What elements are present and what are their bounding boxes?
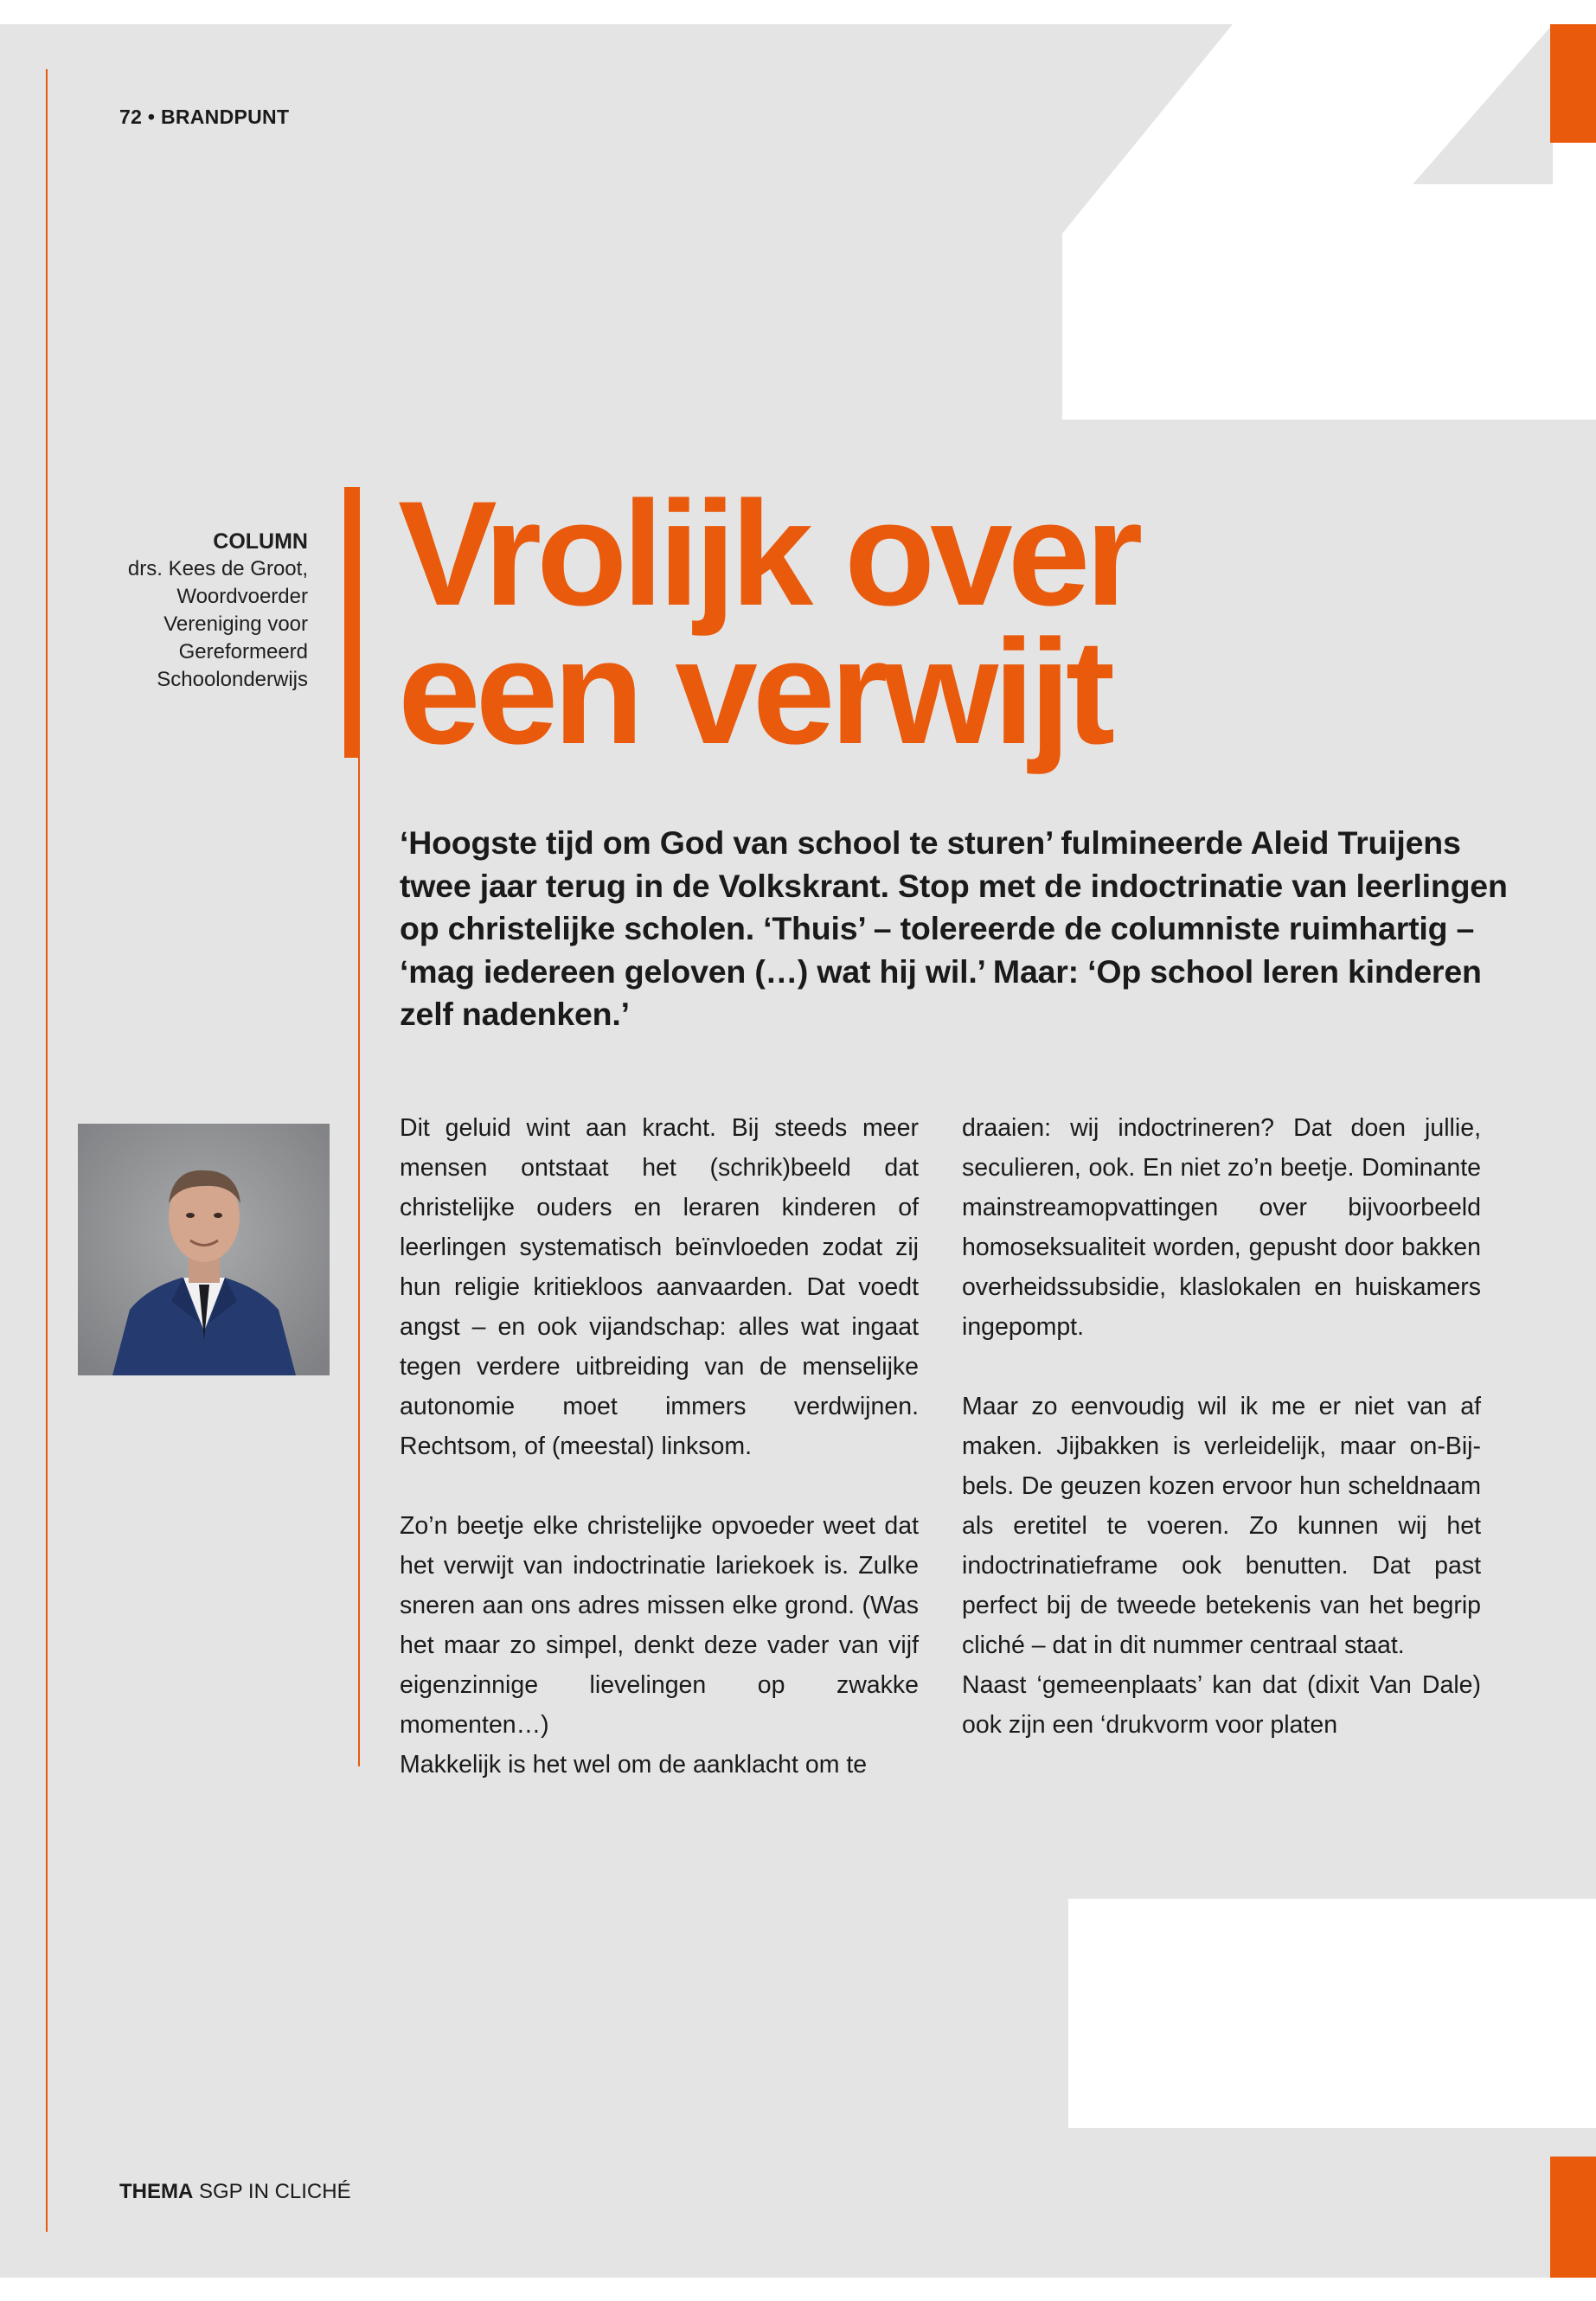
page-number: 72 (119, 106, 143, 128)
white-box-bottom (1068, 1899, 1596, 2128)
body-column-right (962, 1108, 1481, 1745)
headline (398, 471, 1263, 775)
running-header (119, 106, 289, 129)
accent-block-bottom (1550, 2157, 1596, 2278)
body-paragraph: Naast ‘gemeenplaats’ kan dat (dixit Van Dale) ook zijn een ‘drukvorm voor platen (962, 1671, 1481, 1739)
headline-accent-bar (344, 487, 360, 758)
author-line: Woordvoerder (176, 585, 308, 608)
body-column-left (400, 1108, 919, 1785)
margin-rule (46, 69, 48, 2232)
author-photo (78, 1124, 330, 1375)
corner-cutout-decoration (0, 0, 1596, 433)
thema-label: THEMA (119, 2180, 194, 2203)
column-rule (358, 758, 360, 1766)
column-label: COLUMN (213, 529, 308, 554)
headline-line-1: Vrolijk over (398, 471, 1138, 637)
byline (78, 528, 308, 694)
author-line: Vereniging voor (163, 612, 308, 636)
lead-paragraph: ‘Hoogste tijd om God van school te sturen’ fulmineerde Aleid Truijens twee jaar terug in de Volkskrant. Stop met de indoctrinatie van leerlingen op christelijke scholen. ‘Thuis’ – tolereerde de columniste ruimhartig – ‘mag iedereen geloven (…) wat hij wil.’ Maar: ‘Op school leren kinderen zelf nadenken.’ (400, 824, 1508, 1032)
body-paragraph: Makkelijk is het wel om de aanklacht om te (400, 1751, 868, 1779)
body-paragraph: Maar zo eenvoudig wil ik me er niet van af maken. Jijbakken is verleidelijk, maar on-Bijbels. De geuzen kozen ervoor hun scheldnaam als eretitel te voeren. Zo kunnen wij het indoctrinatieframe ook benutten. Dat past perfect bij de tweede betekenis van het begrip cliché – dat in dit nummer centraal staat. (962, 1393, 1481, 1659)
running-footer (119, 2180, 351, 2204)
author-line: Gereformeerd (178, 640, 308, 663)
body-paragraph: draaien: wij indoctrineren? Dat doen jullie, seculieren, ook. En niet zo’n beetje. Dominante mainstreamopvattingen over bijvoorbeeld homoseksualiteit worden, gepusht door bakken overheidssubsidie, klaslokalen en huiskamers ingepompt. (962, 1114, 1481, 1341)
section-name: BRANDPUNT (160, 106, 290, 128)
headline-line-2: een verwijt (398, 609, 1111, 775)
accent-block-top (1550, 24, 1596, 143)
author-line: drs. Kees de Groot, (127, 557, 308, 580)
body-paragraph: Zo’n beetje elke christelijke opvoeder weet dat het verwijt van indoctrinatie lariekoek is. Zulke sneren aan ons adres missen elke grond. (Was het maar zo simpel, denkt deze vader van vijf eigenzinnige lievelingen op zwakke momenten…) (400, 1512, 919, 1739)
thema-title: SGP IN CLICHÉ (199, 2180, 351, 2203)
author-line: Schoolonderwijs (157, 668, 308, 691)
body-paragraph: Dit geluid wint aan kracht. Bij steeds meer mensen ontstaat het (schrik)beeld dat christelijke ouders en leraren kinderen of leerlingen systematisch beïnvloeden zodat zij hun religie kritiekloos aanvaarden. Dat voedt angst – en ook vijandschap: alles wat ingaat tegen verdere uitbreiding van de menselijke autonomie moet immers verdwijnen. Rechtsom, of (meestal) linksom. (400, 1114, 919, 1460)
header-separator: • (147, 106, 156, 128)
